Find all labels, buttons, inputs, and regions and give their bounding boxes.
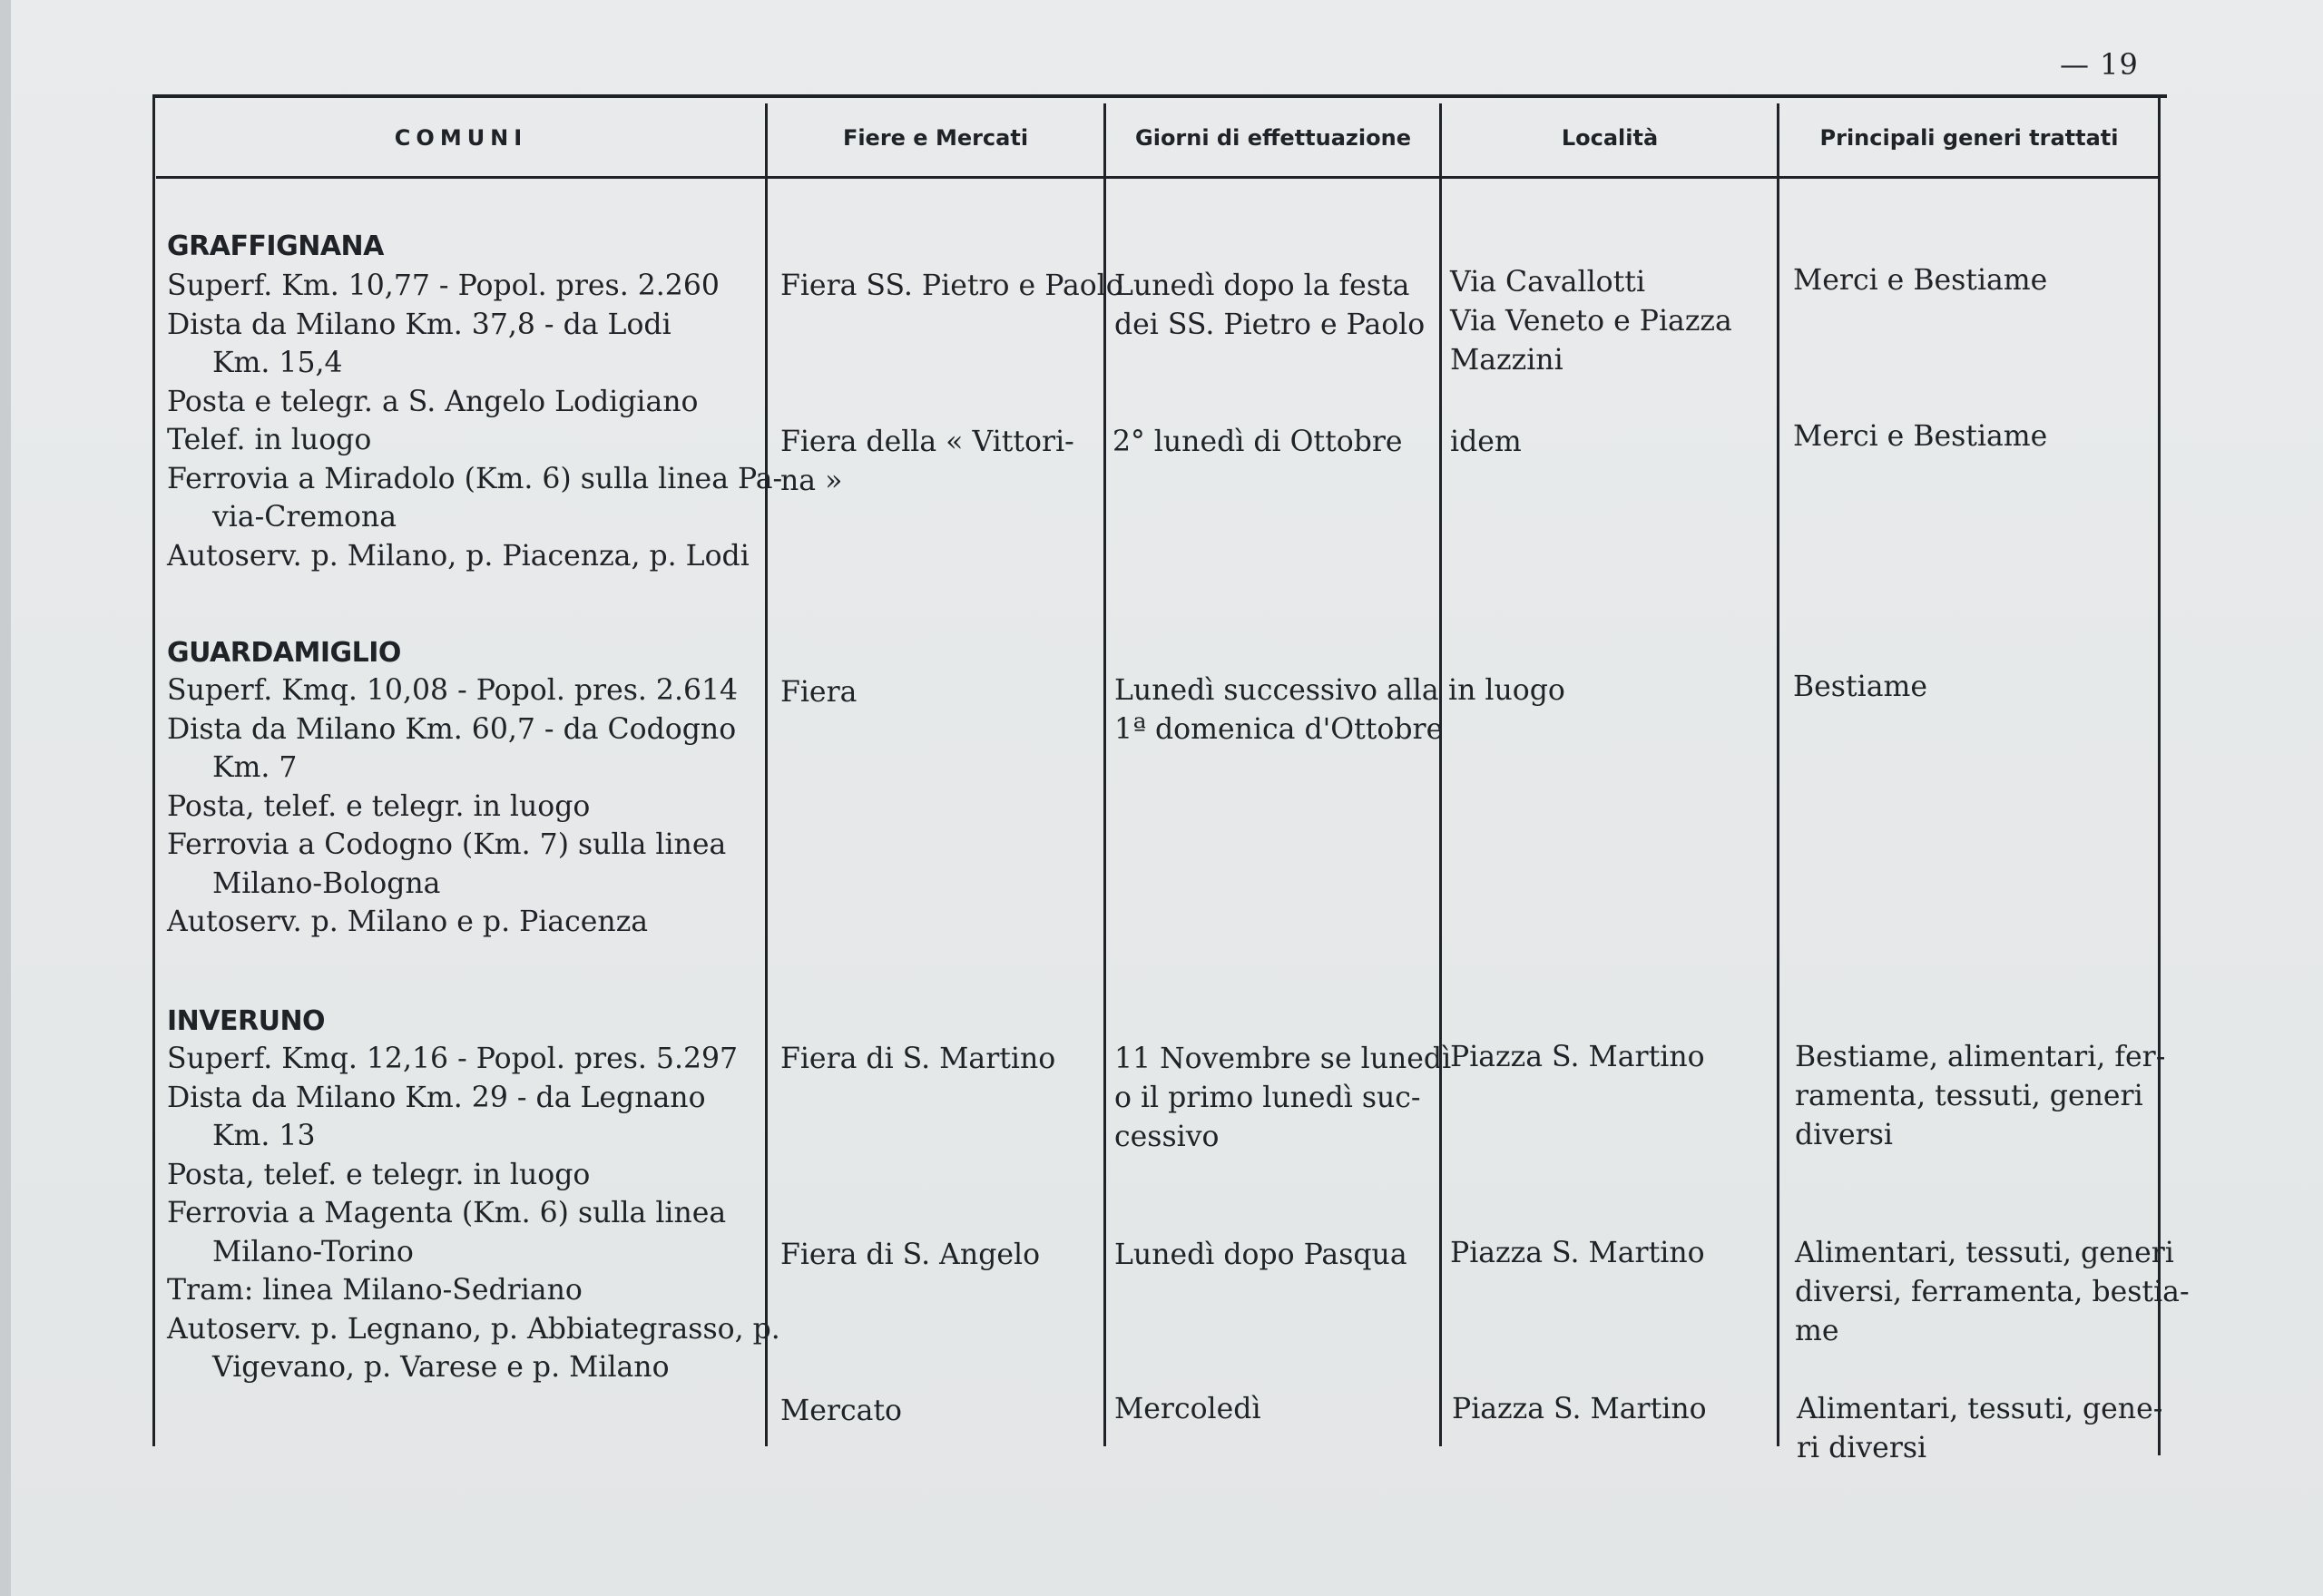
giorni-cell (1112, 423, 1403, 462)
cell-line: Piazza S. Martino (1450, 1041, 1705, 1073)
cell-line: diversi, ferramenta, bestia- (1795, 1276, 2190, 1308)
header-bottom-rule (156, 176, 2158, 179)
localita-cell (1448, 671, 1565, 710)
cell-line: Mercoledì (1114, 1393, 1261, 1425)
cell-line: Lunedì successivo alla (1114, 674, 1439, 707)
cell-line: 11 Novembre se lunedì (1114, 1043, 1452, 1075)
info-line: Milano-Bologna (212, 867, 441, 900)
header-giorni: Giorni di effettuazione (1135, 125, 1411, 151)
cell-line: 1ª domenica d'Ottobre (1114, 713, 1444, 746)
comune-info (167, 671, 738, 942)
cell-line: dei SS. Pietro e Paolo (1114, 308, 1426, 341)
info-line: Autoserv. p. Milano e p. Piacenza (167, 906, 649, 938)
header-comuni: COMUNI (394, 125, 528, 151)
cell-line: diversi (1795, 1119, 1893, 1151)
comune-info (167, 267, 782, 575)
cell-line: Lunedì dopo la festa (1114, 269, 1410, 302)
info-line: Km. 15,4 (212, 347, 343, 379)
comune-info (167, 1040, 780, 1387)
cell-line: ramenta, tessuti, generi (1795, 1080, 2143, 1112)
info-line: Autoserv. p. Milano, p. Piacenza, p. Lodi (167, 539, 750, 573)
cell-line: Via Veneto e Piazza (1450, 305, 1732, 338)
generi-cell (1793, 417, 2047, 456)
header-generi: Principali generi trattati (1819, 125, 2119, 151)
info-line: Milano-Torino (212, 1235, 414, 1268)
cell-line: 2° lunedì di Ottobre (1112, 426, 1403, 458)
comune-name: GRAFFIGNANA (167, 230, 384, 262)
col-rule-left (152, 94, 155, 1446)
info-line: Superf. Kmq. 10,08 - Popol. pres. 2.614 (167, 674, 739, 707)
info-line: Superf. Kmq. 12,16 - Popol. pres. 5.297 (167, 1043, 739, 1075)
giorni-cell (1114, 1236, 1407, 1275)
cell-line: Via Cavallotti (1450, 266, 1646, 299)
info-line: Ferrovia a Codogno (Km. 7) sulla linea (167, 828, 727, 861)
info-line: Posta, telef. e telegr. in luogo (167, 1158, 591, 1191)
cell-line: Mercato (780, 1395, 902, 1427)
cell-line: Lunedì dopo Pasqua (1114, 1239, 1407, 1271)
generi-cell (1793, 261, 2047, 300)
info-line: Ferrovia a Magenta (Km. 6) sulla linea (167, 1197, 727, 1229)
table-top-rule (152, 94, 2167, 98)
info-line: Posta e telegr. a S. Angelo Lodigiano (167, 385, 699, 418)
fiera-cell (780, 423, 1074, 501)
giorni-cell (1114, 1390, 1261, 1429)
info-line: Km. 13 (212, 1120, 316, 1152)
giorni-cell (1114, 1040, 1451, 1157)
page-number: — 19 (2060, 47, 2139, 82)
cell-line: Mazzini (1450, 344, 1563, 377)
fiera-cell (780, 1040, 1055, 1079)
cell-line: Fiera (780, 676, 858, 709)
cell-line: idem (1450, 426, 1522, 458)
giorni-cell (1114, 267, 1425, 345)
fiera-cell (780, 1392, 902, 1431)
info-line: Superf. Km. 10,77 - Popol. pres. 2.260 (167, 269, 720, 302)
info-line: Dista da Milano Km. 29 - da Legnano (167, 1081, 706, 1114)
info-line: Dista da Milano Km. 60,7 - da Codogno (167, 712, 737, 746)
info-line: Ferrovia a Miradolo (Km. 6) sulla linea Pa- (167, 462, 783, 495)
info-line: Tram: linea Milano-Sedriano (167, 1274, 583, 1307)
cell-line: Piazza S. Martino (1450, 1237, 1705, 1269)
fiera-cell (780, 1236, 1040, 1275)
col-rule-4 (1777, 103, 1779, 1446)
info-line: Km. 7 (212, 751, 298, 784)
cell-line: Bestiame (1793, 671, 1927, 703)
cell-line: Merci e Bestiame (1793, 420, 2048, 453)
cell-line: Fiera di S. Martino (780, 1043, 1056, 1075)
cell-line: o il primo lunedì suc- (1114, 1082, 1421, 1114)
cell-line: Fiera SS. Pietro e Paolo (780, 269, 1123, 302)
header-fiere: Fiere e Mercati (842, 125, 1029, 151)
cell-line: na » (780, 465, 843, 497)
cell-line: Bestiame, alimentari, fer- (1795, 1041, 2166, 1073)
cell-line: Alimentari, tessuti, gene- (1797, 1393, 2163, 1425)
cell-line: me (1795, 1315, 1839, 1347)
cell-line: Fiera della « Vittori- (780, 426, 1074, 458)
localita-cell (1450, 263, 1732, 380)
cell-line: ri diversi (1797, 1432, 1927, 1464)
cell-line: Alimentari, tessuti, generi (1795, 1237, 2174, 1269)
info-line: via-Cremona (212, 501, 397, 534)
fiera-cell (780, 267, 1123, 306)
header-localita: Località (1561, 125, 1659, 151)
col-rule-3 (1439, 103, 1442, 1446)
generi-cell (1797, 1390, 2162, 1468)
cell-line: cessivo (1114, 1121, 1220, 1153)
fiera-cell (780, 673, 857, 712)
localita-cell (1452, 1390, 1707, 1429)
cell-line: in luogo (1448, 674, 1565, 707)
giorni-cell (1114, 671, 1443, 749)
localita-cell (1450, 1234, 1705, 1273)
generi-cell (1795, 1234, 2190, 1351)
localita-cell (1450, 1038, 1705, 1077)
localita-cell (1450, 423, 1522, 462)
info-line: Telef. in luogo (167, 424, 372, 456)
info-line: Posta, telef. e telegr. in luogo (167, 789, 591, 823)
cell-line: Merci e Bestiame (1793, 264, 2048, 297)
comune-name: GUARDAMIGLIO (167, 637, 401, 669)
comune-name: INVERUNO (167, 1005, 326, 1037)
info-line: Vigevano, p. Varese e p. Milano (212, 1351, 670, 1384)
cell-line: Piazza S. Martino (1452, 1393, 1707, 1425)
info-line: Autoserv. p. Legnano, p. Abbiategrasso, p. (167, 1312, 780, 1346)
page-edge (0, 0, 11, 1596)
info-line: Dista da Milano Km. 37,8 - da Lodi (167, 308, 671, 341)
generi-cell (1793, 668, 1927, 707)
cell-line: Fiera di S. Angelo (780, 1239, 1041, 1271)
generi-cell (1795, 1038, 2165, 1155)
